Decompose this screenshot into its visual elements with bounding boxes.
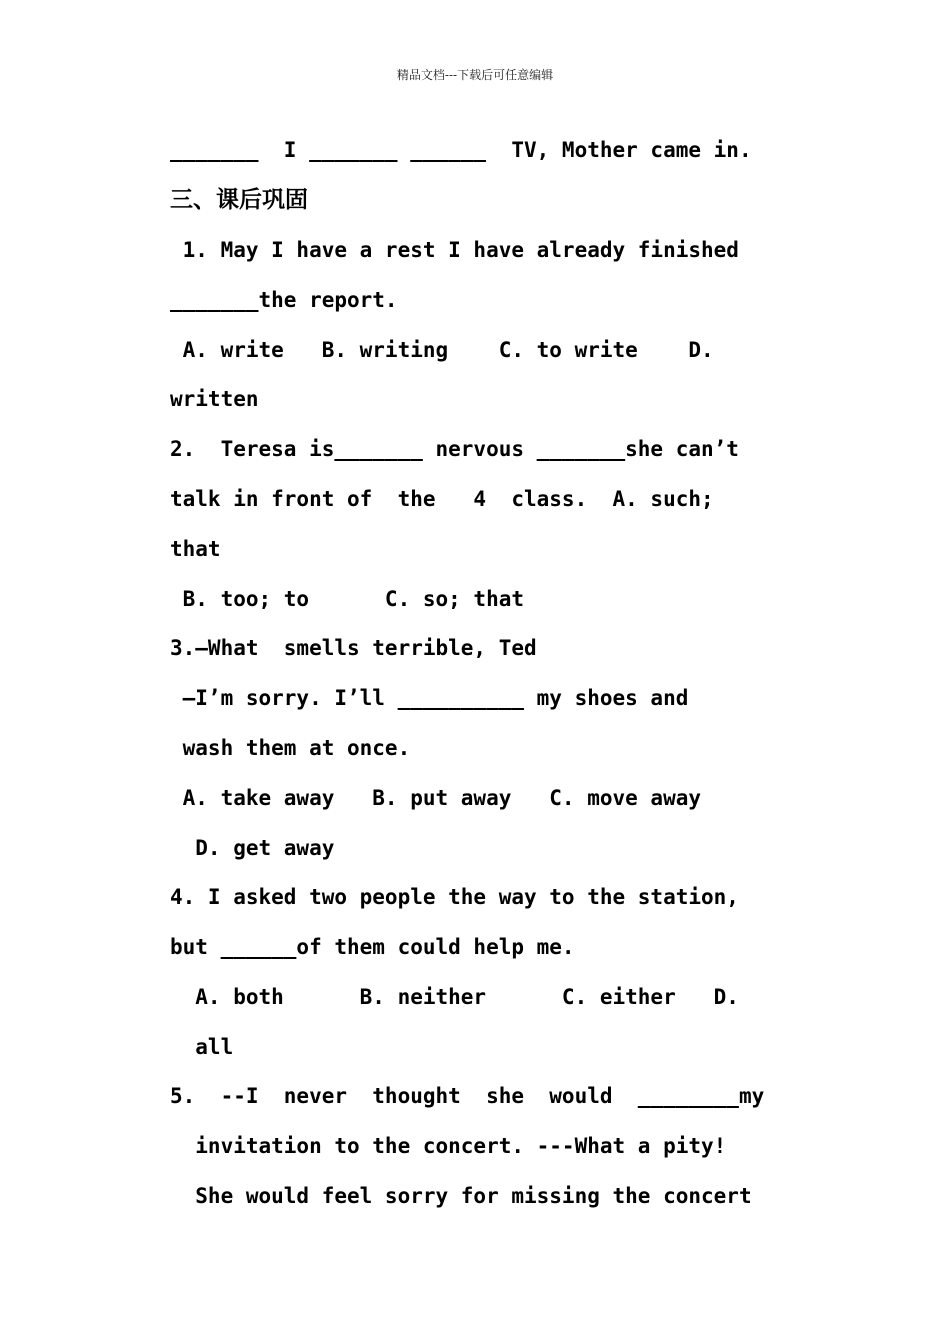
question-2-line-2: talk in front of the 4 class. A. such; [170,487,714,511]
text-line-0: _______ I _______ ______ TV, Mother came in. [170,138,752,162]
question-2-options: B. too; to C. so; that [170,587,525,611]
question-5-line-2: invitation to the concert. ---What a pity! [170,1134,727,1158]
question-5-line-1: 5. --I never thought she would ________my [170,1084,765,1108]
question-3-options-cont: D. get away [170,836,335,860]
question-2-line-1: 2. Teresa is_______ nervous _______she can’t [170,437,739,461]
question-3-line-1: 3.–What smells terrible, Ted [170,636,537,660]
question-3-line-2: —I’m sorry. I’ll __________ my shoes and [170,686,689,710]
page-header: 精品文档---下载后可任意编辑 [396,68,554,82]
question-1-options: A. write B. writing C. to write D. [170,338,714,362]
question-1-options-cont: written [170,387,259,411]
question-3-options: A. take away B. put away C. move away [170,786,702,810]
question-3-line-3: wash them at once. [170,736,411,760]
question-4-line-2: but ______of them could help me. [170,935,575,959]
question-2-line-3: that [170,537,221,561]
question-5-line-3: She would feel sorry for missing the concert [170,1184,752,1208]
question-4-options: A. both B. neither C. either D. [170,985,739,1009]
section-heading: 三、课后巩固 [170,187,308,213]
question-4-line-1: 4. I asked two people the way to the station, [170,885,739,909]
question-1-line-2: _______the report. [170,288,398,312]
question-4-options-cont: all [170,1035,234,1059]
question-1-line-1: 1. May I have a rest I have already finished [170,238,739,262]
